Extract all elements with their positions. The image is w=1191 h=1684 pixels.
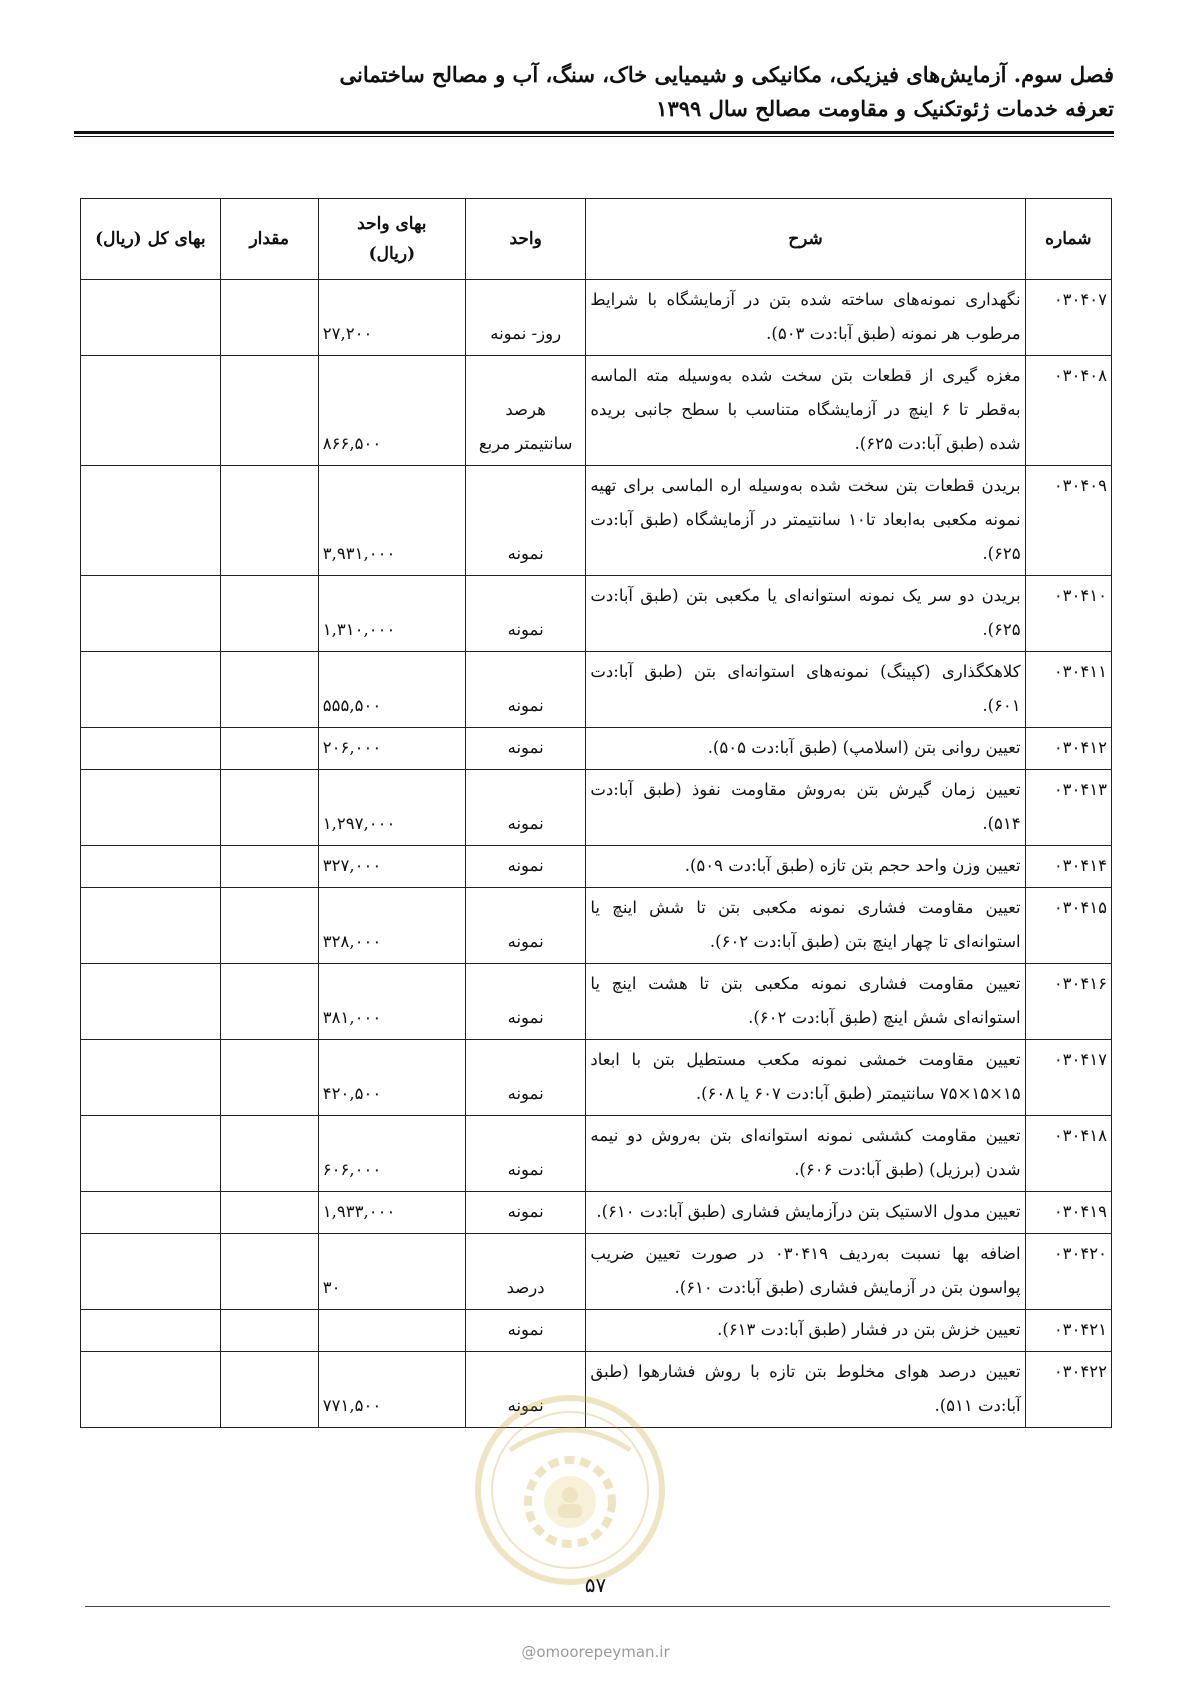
row-unit-price: ۲۰۶,۰۰۰ bbox=[318, 728, 465, 770]
row-total bbox=[81, 1192, 221, 1234]
row-unit-price: ۷۷۱,۵۰۰ bbox=[318, 1352, 465, 1428]
row-unit bbox=[465, 652, 585, 728]
row-description: اضافه بها نسبت به‌ردیف ۰۳۰۴۱۹ در صورت تعیین ضریب پواسون بتن در آزمایش فشاری (طبق آبا:دت ۶۱۰). bbox=[586, 1234, 1025, 1310]
row-unit-price: ۳۲۷,۰۰۰ bbox=[318, 846, 465, 888]
row-description: نگهداری نمونه‌های ساخته شده بتن در آزمایشگاه با شرایط مرطوب هر نمونه (طبق آبا:دت ۵۰۳). bbox=[586, 280, 1025, 356]
header-unit: واحد bbox=[465, 199, 585, 280]
table-row bbox=[81, 728, 1112, 770]
row-unit-line1: هرصد bbox=[505, 400, 546, 419]
row-total bbox=[81, 1234, 221, 1310]
row-unit-line1: نمونه bbox=[507, 1202, 544, 1221]
row-unit-price: ۲۷,۲۰۰ bbox=[318, 280, 465, 356]
header-rule-thick bbox=[74, 131, 1114, 134]
row-unit-line1: نمونه bbox=[507, 932, 544, 951]
row-unit bbox=[465, 770, 585, 846]
row-quantity bbox=[220, 964, 318, 1040]
row-unit-line1: روز- نمونه bbox=[490, 324, 562, 343]
footer-rule bbox=[85, 1606, 1110, 1607]
row-quantity bbox=[220, 728, 318, 770]
row-unit-line1: نمونه bbox=[507, 1396, 544, 1415]
row-total bbox=[81, 576, 221, 652]
row-unit bbox=[465, 1116, 585, 1192]
table-row bbox=[81, 964, 1112, 1040]
row-quantity bbox=[220, 1192, 318, 1234]
row-description: تعیین مقاومت خمشی نمونه مکعب مستطیل بتن با ابعاد ۱۵×۱۵×۷۵ سانتیمتر (طبق آبا:دت ۶۰۷ یا ۶۰۸). bbox=[586, 1040, 1025, 1116]
row-quantity bbox=[220, 1352, 318, 1428]
document-title: تعرفه خدمات ژئوتکنیک و مقاومت مصالح سال ۱۳۹۹ bbox=[656, 96, 1114, 121]
row-quantity bbox=[220, 770, 318, 846]
row-code: ۰۳۰۴۲۲ bbox=[1025, 1352, 1111, 1428]
row-unit-line1: نمونه bbox=[507, 738, 544, 757]
row-total bbox=[81, 466, 221, 576]
row-unit bbox=[465, 1310, 585, 1352]
table-row bbox=[81, 1310, 1112, 1352]
row-total bbox=[81, 652, 221, 728]
row-unit-line1: نمونه bbox=[507, 544, 544, 563]
row-code: ۰۳۰۴۰۹ bbox=[1025, 466, 1111, 576]
row-unit bbox=[465, 356, 585, 466]
row-unit-line1: نمونه bbox=[507, 1008, 544, 1027]
row-code: ۰۳۰۴۱۱ bbox=[1025, 652, 1111, 728]
row-description: تعیین مقاومت فشاری نمونه مکعبی بتن تا شش اینچ یا استوانه‌ای تا چهار اینچ بتن (طبق آبا:دت ۶۰۲). bbox=[586, 888, 1025, 964]
row-total bbox=[81, 1352, 221, 1428]
row-code: ۰۳۰۴۰۸ bbox=[1025, 356, 1111, 466]
row-code: ۰۳۰۴۱۳ bbox=[1025, 770, 1111, 846]
row-quantity bbox=[220, 846, 318, 888]
chapter-title: فصل سوم. آزمایش‌های فیزیکی، مکانیکی و شیمیایی خاک، سنگ، آب و مصالح ساختمانی bbox=[339, 62, 1114, 87]
row-code: ۰۳۰۴۲۱ bbox=[1025, 1310, 1111, 1352]
row-unit-price: ۳۰ bbox=[318, 1234, 465, 1310]
row-description: تعیین روانی بتن (اسلامپ) (طبق آبا:دت ۵۰۵). bbox=[586, 728, 1025, 770]
row-description: بریدن قطعات بتن سخت شده به‌وسیله اره الماسی برای تهیه نمونه مکعبی به‌ابعاد تا۱۰ سانتیمتر در آزمایشگاه (طبق آبا:دت ۶۲۵). bbox=[586, 466, 1025, 576]
row-total bbox=[81, 1116, 221, 1192]
row-unit-line1: نمونه bbox=[507, 856, 544, 875]
header-price bbox=[318, 199, 465, 280]
row-unit bbox=[465, 1234, 585, 1310]
row-description: تعیین وزن واحد حجم بتن تازه (طبق آبا:دت ۵۰۹). bbox=[586, 846, 1025, 888]
row-description: بریدن دو سر یک نمونه استوانه‌ای یا مکعبی بتن (طبق آبا:دت ۶۲۵). bbox=[586, 576, 1025, 652]
row-total bbox=[81, 1310, 221, 1352]
row-unit-line1: نمونه bbox=[507, 1084, 544, 1103]
table-row bbox=[81, 1116, 1112, 1192]
row-quantity bbox=[220, 652, 318, 728]
row-quantity bbox=[220, 1234, 318, 1310]
row-code: ۰۳۰۴۱۸ bbox=[1025, 1116, 1111, 1192]
row-unit-line1: نمونه bbox=[507, 814, 544, 833]
row-unit bbox=[465, 1192, 585, 1234]
table-row bbox=[81, 846, 1112, 888]
page-number: ۵۷ bbox=[584, 1573, 607, 1597]
row-unit-line1: نمونه bbox=[507, 696, 544, 715]
row-quantity bbox=[220, 466, 318, 576]
page-header bbox=[74, 58, 1114, 126]
row-total bbox=[81, 356, 221, 466]
row-unit-price: ۴۲۰,۵۰۰ bbox=[318, 1040, 465, 1116]
row-total bbox=[81, 728, 221, 770]
row-description: تعیین مقاومت فشاری نمونه مکعبی بتن تا هشت اینچ یا استوانه‌ای شش اینچ (طبق آبا:دت ۶۰۲). bbox=[586, 964, 1025, 1040]
row-total bbox=[81, 1040, 221, 1116]
row-description: مغزه گیری از قطعات بتن سخت شده به‌وسیله مته الماسه به‌قطر تا ۶ اینچ در آزمایشگاه متناسب با سطح جانبی بریده شده (طبق آبا:دت ۶۲۵). bbox=[586, 356, 1025, 466]
row-code: ۰۳۰۴۱۰ bbox=[1025, 576, 1111, 652]
row-unit-price: ۵۵۵,۵۰۰ bbox=[318, 652, 465, 728]
header-price-line2: (ریال) bbox=[368, 244, 416, 264]
row-total bbox=[81, 888, 221, 964]
table-row bbox=[81, 280, 1112, 356]
row-quantity bbox=[220, 280, 318, 356]
row-code: ۰۳۰۴۱۹ bbox=[1025, 1192, 1111, 1234]
row-unit bbox=[465, 466, 585, 576]
header-rule-thin bbox=[74, 136, 1114, 137]
header-desc: شرح bbox=[586, 199, 1025, 280]
table-row bbox=[81, 1040, 1112, 1116]
header-total: بهای کل (ریال) bbox=[81, 199, 221, 280]
row-unit-price: ۸۶۶,۵۰۰ bbox=[318, 356, 465, 466]
row-unit-price bbox=[318, 1310, 465, 1352]
row-unit-line2: سانتیمتر مربع bbox=[478, 434, 573, 453]
watermark-seal-icon bbox=[470, 1390, 670, 1590]
row-quantity bbox=[220, 1040, 318, 1116]
tariff-table bbox=[80, 198, 1112, 1428]
row-description: تعیین درصد هوای مخلوط بتن تازه با روش فشارهوا (طبق آبا:دت ۵۱۱). bbox=[586, 1352, 1025, 1428]
row-quantity bbox=[220, 888, 318, 964]
row-unit-price: ۱,۲۹۷,۰۰۰ bbox=[318, 770, 465, 846]
row-description: تعیین خزش بتن در فشار (طبق آبا:دت ۶۱۳). bbox=[586, 1310, 1025, 1352]
row-unit-price: ۱,۹۳۳,۰۰۰ bbox=[318, 1192, 465, 1234]
table-header-row bbox=[81, 199, 1112, 280]
row-unit-price: ۳۸۱,۰۰۰ bbox=[318, 964, 465, 1040]
row-unit-price: ۳,۹۳۱,۰۰۰ bbox=[318, 466, 465, 576]
row-unit-line1: درصد bbox=[506, 1278, 545, 1297]
row-code: ۰۳۰۴۱۵ bbox=[1025, 888, 1111, 964]
row-unit-price: ۶۰۶,۰۰۰ bbox=[318, 1116, 465, 1192]
table-row bbox=[81, 466, 1112, 576]
row-unit bbox=[465, 888, 585, 964]
table-row bbox=[81, 356, 1112, 466]
table-row bbox=[81, 1192, 1112, 1234]
row-quantity bbox=[220, 1310, 318, 1352]
row-description: تعیین مدول الاستیک بتن درآزمایش فشاری (طبق آبا:دت ۶۱۰). bbox=[586, 1192, 1025, 1234]
row-code: ۰۳۰۴۱۷ bbox=[1025, 1040, 1111, 1116]
row-code: ۰۳۰۴۰۷ bbox=[1025, 280, 1111, 356]
row-quantity bbox=[220, 356, 318, 466]
header-price-line1: بهای واحد bbox=[357, 214, 427, 234]
row-unit-line1: نمونه bbox=[507, 620, 544, 639]
table-row bbox=[81, 652, 1112, 728]
row-code: ۰۳۰۴۱۴ bbox=[1025, 846, 1111, 888]
row-unit bbox=[465, 280, 585, 356]
row-description: کلاهکگذاری (کپینگ) نمونه‌های استوانه‌ای بتن (طبق آبا:دت ۶۰۱). bbox=[586, 652, 1025, 728]
row-unit-price: ۳۲۸,۰۰۰ bbox=[318, 888, 465, 964]
site-watermark-text: @omoorepeyman.ir bbox=[521, 1643, 670, 1661]
row-unit bbox=[465, 728, 585, 770]
row-unit bbox=[465, 846, 585, 888]
header-code: شماره bbox=[1025, 199, 1111, 280]
table-row bbox=[81, 888, 1112, 964]
row-unit-line1: نمونه bbox=[507, 1160, 544, 1179]
header-qty: مقدار bbox=[220, 199, 318, 280]
row-unit-line1: نمونه bbox=[507, 1320, 544, 1339]
table-row bbox=[81, 1234, 1112, 1310]
row-code: ۰۳۰۴۱۶ bbox=[1025, 964, 1111, 1040]
row-total bbox=[81, 846, 221, 888]
row-unit-price: ۱,۳۱۰,۰۰۰ bbox=[318, 576, 465, 652]
row-description: تعیین مقاومت کششی نمونه استوانه‌ای بتن به‌روش دو نیمه شدن (برزیل) (طبق آبا:دت ۶۰۶). bbox=[586, 1116, 1025, 1192]
row-unit bbox=[465, 576, 585, 652]
row-description: تعیین زمان گیرش بتن به‌روش مقاومت نفوذ (طبق آبا:دت ۵۱۴). bbox=[586, 770, 1025, 846]
row-total bbox=[81, 280, 221, 356]
row-code: ۰۳۰۴۱۲ bbox=[1025, 728, 1111, 770]
row-unit bbox=[465, 964, 585, 1040]
row-total bbox=[81, 964, 221, 1040]
row-unit bbox=[465, 1040, 585, 1116]
table-row bbox=[81, 770, 1112, 846]
row-total bbox=[81, 770, 221, 846]
table-row bbox=[81, 576, 1112, 652]
row-quantity bbox=[220, 1116, 318, 1192]
row-code: ۰۳۰۴۲۰ bbox=[1025, 1234, 1111, 1310]
row-quantity bbox=[220, 576, 318, 652]
